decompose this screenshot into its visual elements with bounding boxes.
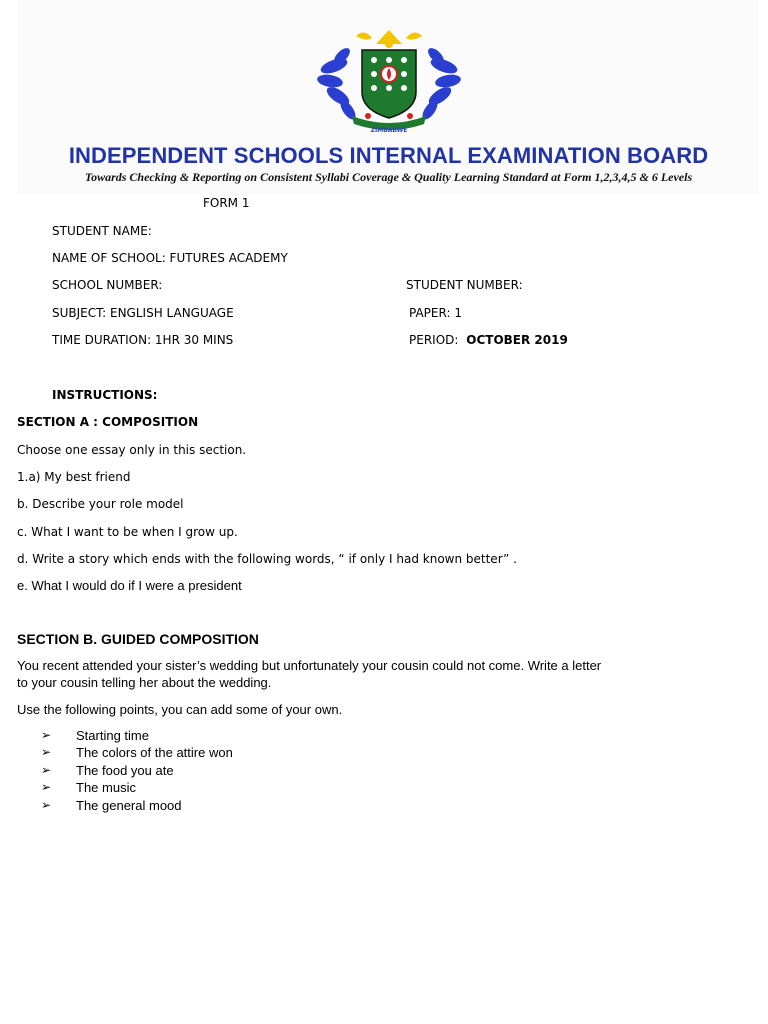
guided-point: The general mood (76, 798, 182, 813)
logo-caption: ZIMBABWE (370, 127, 408, 134)
guided-point: Starting time (76, 728, 149, 743)
guided-point: The colors of the attire won (76, 745, 233, 760)
period-value: OCTOBER 2019 (466, 333, 568, 347)
student-number-field: STUDENT NUMBER: (406, 278, 523, 292)
arrow-bullet-icon: ➢ (41, 745, 52, 759)
essay-option: e. What I would do if I were a president (17, 578, 242, 593)
paper-field: PAPER: 1 (409, 306, 462, 320)
form-level: FORM 1 (203, 196, 250, 210)
arrow-bullet-icon: ➢ (41, 763, 52, 777)
arrow-bullet-icon: ➢ (41, 728, 52, 742)
section-b-heading: SECTION B. GUIDED COMPOSITION (17, 631, 259, 647)
guided-point: The food you ate (76, 763, 174, 778)
board-tagline: Towards Checking & Reporting on Consistent Syllabi Coverage & Quality Learning Standard at Form 1,2,3,4,5 & 6 Levels (84, 170, 693, 184)
student-name-field: STUDENT NAME: (52, 224, 152, 238)
section-a-intro: Choose one essay only in this section. (17, 443, 247, 457)
period-field (409, 333, 568, 347)
instructions-heading: INSTRUCTIONS: (52, 388, 158, 402)
period-label: PERIOD: (409, 333, 459, 347)
section-b-paragraph-line1: You recent attended your sister’s wedding but unfortunately your cousin could not come. Write a letter (17, 658, 602, 673)
essay-option: 1.a) My best friend (17, 470, 131, 484)
points-intro: Use the following points, you can add some of your own. (17, 702, 343, 717)
section-a-heading: SECTION A : COMPOSITION (17, 415, 199, 429)
board-title: INDEPENDENT SCHOOLS INTERNAL EXAMINATION BOARD (68, 143, 709, 168)
subject-field: SUBJECT: ENGLISH LANGUAGE (52, 306, 234, 320)
essay-option: b. Describe your role model (17, 497, 184, 511)
essay-option: c. What I want to be when I grow up. (17, 525, 238, 539)
essay-option: d. Write a story which ends with the following words, “ if only I had known better” . (17, 552, 517, 566)
coat-of-arms-logo (316, 26, 462, 136)
arrow-bullet-icon: ➢ (41, 780, 52, 794)
section-b-paragraph-line2: to your cousin telling her about the wedding. (17, 675, 272, 690)
time-duration-field: TIME DURATION: 1HR 30 MINS (52, 333, 234, 347)
school-number-field: SCHOOL NUMBER: (52, 278, 163, 292)
arrow-bullet-icon: ➢ (41, 798, 52, 812)
guided-point: The music (76, 780, 136, 795)
school-name-field: NAME OF SCHOOL: FUTURES ACADEMY (52, 251, 288, 265)
